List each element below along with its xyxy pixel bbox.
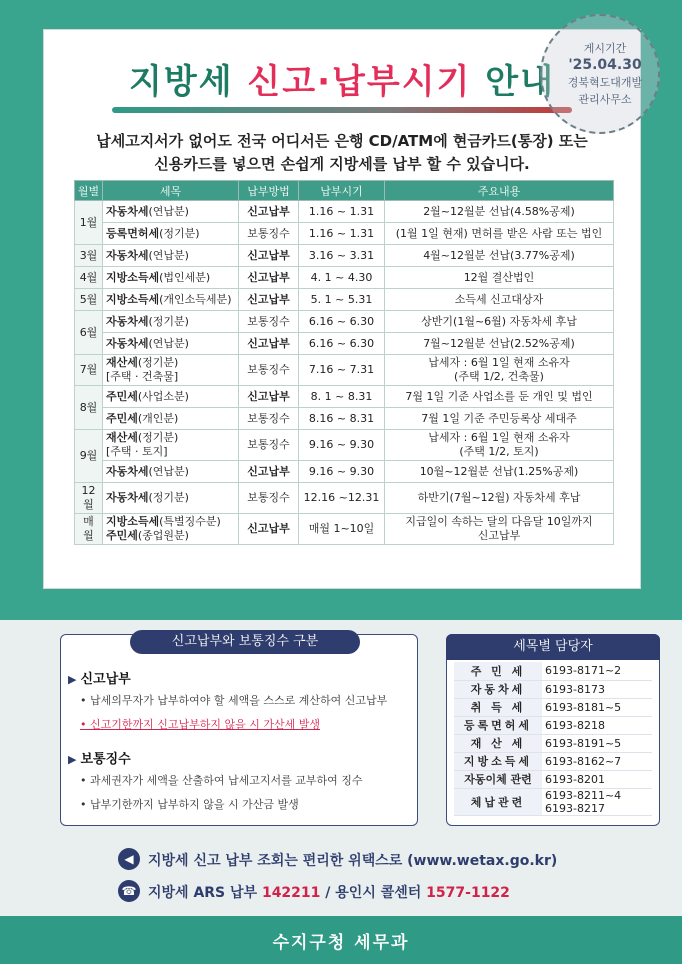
table-row: 8월 주민세(사업소분) 신고납부 8. 1 ~ 8.31 7월 1일 기준 사업소를 둔 개인 및 법인: [75, 386, 614, 408]
contact-row: 등록면허세 6193-8218: [454, 716, 652, 734]
wetax-notice: 지방세 신고 납부 조회는 편리한 위택스로 (www.wetax.go.kr): [148, 853, 558, 869]
legend-title: 신고납부와 보통징수 구분: [130, 630, 360, 654]
table-row: 6월 자동차세(정기분) 보통징수 6.16 ~ 6.30 상반기(1월~6월) 자동차세 후납: [75, 311, 614, 333]
phone-icon: ☎: [118, 880, 140, 902]
tax-schedule-table: [74, 180, 614, 545]
header-content: 주요내용: [385, 181, 614, 201]
contact-row: 취 득 세 6193-8181~5: [454, 698, 652, 716]
table-row: 주민세(개인분) 보통징수 8.16 ~ 8.31 7월 1일 기준 주민등록상 세대주: [75, 408, 614, 430]
intro-text: 납세고지서가 없어도 전국 어디서든 은행 CD/ATM에 현금카드(통장) 또는 신용카드를 넣으면 손쉽게 지방세를 납부 할 수 있습니다.: [96, 132, 588, 173]
contact-row: 체납관련 6193-8211~4 6193-8217: [454, 788, 652, 815]
table-row: 5월 지방소득세(개인소득세분) 신고납부 5. 1 ~ 5.31 소득세 신고대상자: [75, 289, 614, 311]
header-month: 월별: [75, 181, 103, 201]
table-row: 7월 재산세(정기분) [주택 · 건축물] 보통징수 7.16 ~ 7.31 납세자 : 6월 1일 현재 소유자 (주택 1/2, 건축물): [75, 355, 614, 386]
table-row: 12월 자동차세(정기분) 보통징수 12.16 ~12.31 하반기(7월~12월) 자동차세 후납: [75, 483, 614, 514]
table-row: 자동차세(연납분) 신고납부 6.16 ~ 6.30 7월~12월분 선납(2.52%공제): [75, 333, 614, 355]
notice-poster: [44, 30, 640, 588]
section-title-self-report: ▶ 신고납부: [68, 672, 131, 687]
page-title: 지방세 신고·납부시기 안내: [129, 62, 555, 102]
bullet-self-report-2: • 신고기한까지 신고납부하지 않을 시 가산세 발생: [80, 718, 320, 731]
bullet-general-2: • 납부기한까지 납부하지 않을 시 가산금 발생: [80, 798, 299, 811]
triangle-icon: ▶: [68, 753, 77, 766]
table-row: 1월 자동차세(연납분) 신고납부 1.16 ~ 1.31 2월~12월분 선납(4.58%공제): [75, 201, 614, 223]
table-row: 등록면허세(정기분) 보통징수 1.16 ~ 1.31 (1월 1일 현재) 면허를 받은 사람 또는 법인: [75, 223, 614, 245]
contact-row: 자동이체 관련 6193-8201: [454, 770, 652, 788]
contact-row: 주 민 세 6193-8171~2: [454, 662, 652, 680]
bullet-general-1: • 과세권자가 세액을 산출하여 납세고지서를 교부하여 징수: [80, 774, 363, 787]
table-row: 매월 지방소득세(특별징수분) 주민세(종업원분) 신고납부 매월 1~10일 지급일이 속하는 달의 다음달 10일까지 신고납부: [75, 514, 614, 545]
triangle-icon: ▶: [68, 673, 77, 686]
contact-row: 자동차세 6193-8173: [454, 680, 652, 698]
contact-row: 재 산 세 6193-8191~5: [454, 734, 652, 752]
table-row: 4월 지방소득세(법인세분) 신고납부 4. 1 ~ 4.30 12월 결산법인: [75, 267, 614, 289]
title-underline: [112, 107, 572, 113]
contacts-table: [454, 662, 652, 816]
header-method: 납부방법: [239, 181, 299, 201]
ars-notice: 지방세 ARS 납부 142211 / 용인시 콜센터 1577-1122: [148, 885, 510, 901]
contacts-title: 세목별 담당자: [446, 634, 660, 660]
header-item: 세목: [103, 181, 239, 201]
table-row: 자동차세(연납분) 신고납부 9.16 ~ 9.30 10월~12월분 선납(1.25%공제): [75, 461, 614, 483]
megaphone-icon: ◀: [118, 848, 140, 870]
section-title-general-collection: ▶ 보통징수: [68, 752, 131, 767]
office-name: 수지구청 세무과: [272, 933, 410, 953]
table-header-row: [75, 181, 614, 201]
table-row: 3월 자동차세(연납분) 신고납부 3.16 ~ 3.31 4월~12월분 선납(3.77%공제): [75, 245, 614, 267]
contact-row: 지방소득세 6193-8162~7: [454, 752, 652, 770]
bullet-self-report-1: • 납세의무자가 납부하여야 할 세액을 스스로 계산하여 신고납부: [80, 694, 388, 707]
header-period: 납부시기: [299, 181, 385, 201]
stamp-text: 게시기간 '25.04.30 경북혁도대개발 관리사무소: [567, 42, 643, 106]
table-row: 9월 재산세(정기분) [주택 · 토지] 보통징수 9.16 ~ 9.30 납세자 : 6월 1일 현재 소유자 (주택 1/2, 토지): [75, 430, 614, 461]
